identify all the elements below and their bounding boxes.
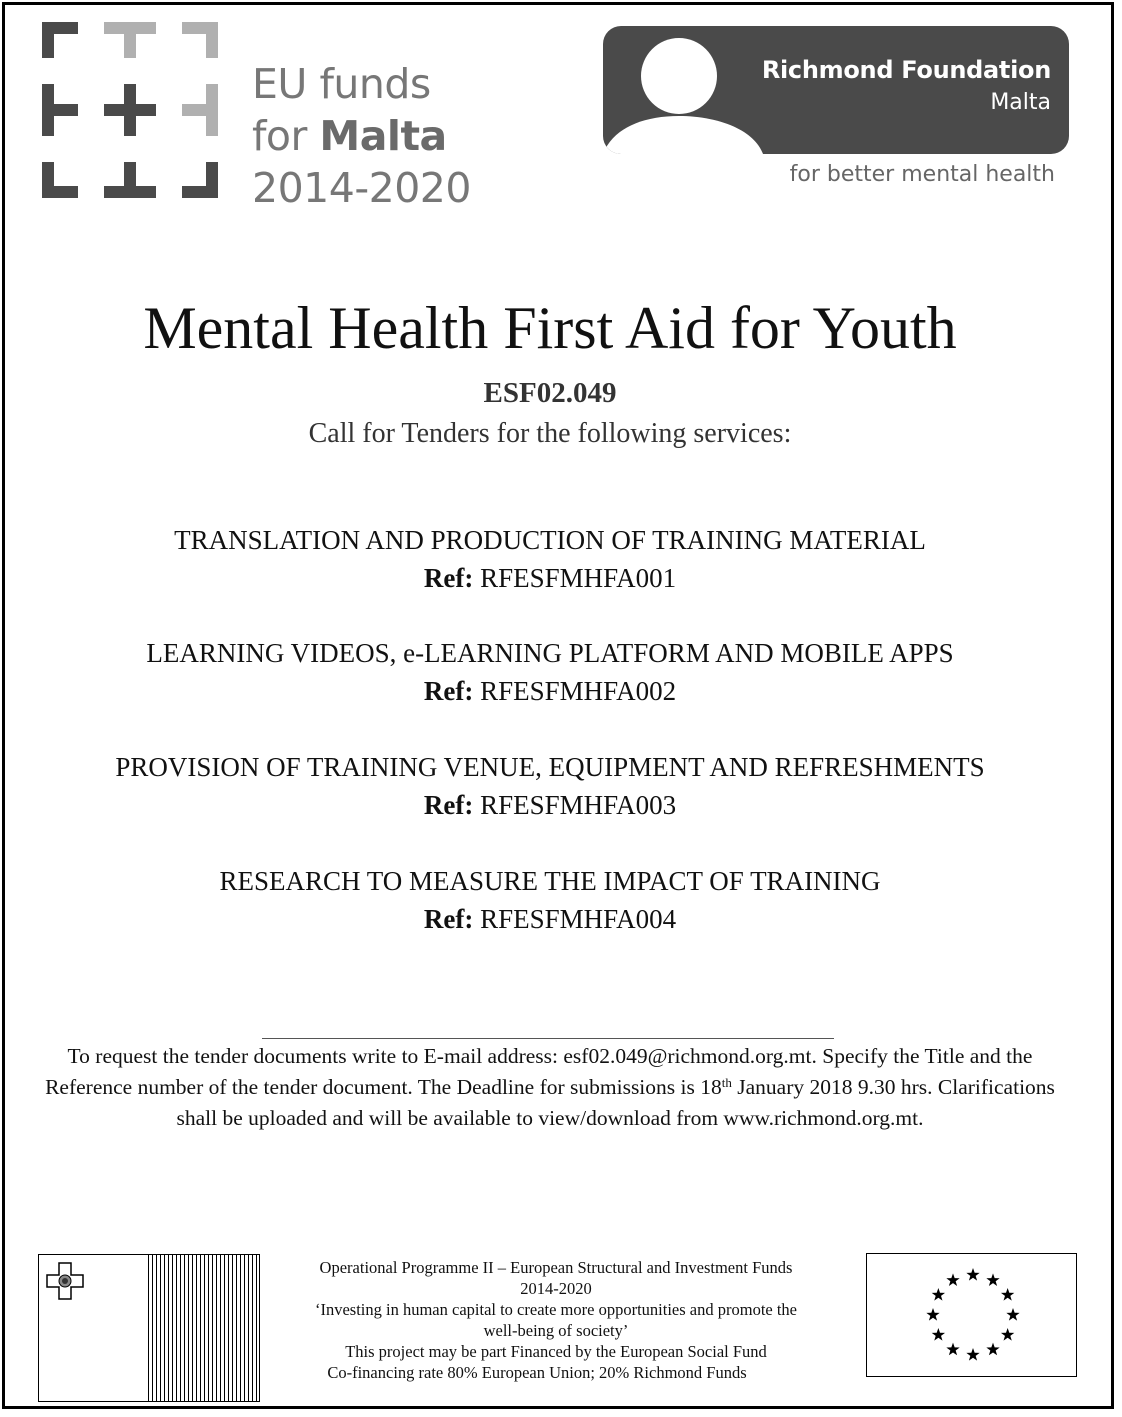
eu-funds-line3: 2014-2020 bbox=[252, 164, 471, 212]
service-ref-code: RFESFMHFA004 bbox=[480, 904, 677, 934]
service-title: PROVISION OF TRAINING VENUE, EQUIPMENT AND REFRESHMENTS bbox=[115, 752, 985, 782]
footer-line: Operational Programme II – European Structural and Investment Funds bbox=[319, 1258, 793, 1277]
footer-line: ‘Investing in human capital to create more opportunities and promote the bbox=[314, 1300, 798, 1319]
service-ref: Ref: RFESFMHFA003 bbox=[423, 790, 677, 820]
service-title: LEARNING VIDEOS, e-LEARNING PLATFORM AND MOBILE APPS bbox=[146, 638, 954, 668]
service-ref: Ref: RFESFMHFA002 bbox=[423, 676, 677, 706]
footer-line: Co-financing rate 80% European Union; 20% Richmond Funds bbox=[327, 1363, 747, 1382]
eu-funds-cross-grid-icon bbox=[42, 22, 222, 202]
person-silhouette-icon bbox=[603, 26, 803, 154]
richmond-name: Richmond Foundation bbox=[761, 56, 1051, 84]
star-icon bbox=[946, 1343, 959, 1356]
eu-funds-line1: EU funds bbox=[252, 60, 431, 108]
richmond-country: Malta bbox=[990, 90, 1051, 115]
eu-funds-malta: Malta bbox=[319, 112, 447, 160]
divider-line bbox=[262, 1038, 834, 1039]
star-icon bbox=[932, 1328, 945, 1341]
service-item bbox=[0, 864, 1100, 936]
richmond-logo-box bbox=[603, 26, 1069, 154]
footer-line: This project may be part Financed by the European Social Fund bbox=[345, 1342, 767, 1361]
star-icon bbox=[1001, 1288, 1014, 1301]
footer-line: well-being of society’ bbox=[483, 1321, 629, 1340]
project-code: ESF02.049 bbox=[483, 377, 617, 409]
service-item bbox=[0, 523, 1100, 595]
service-title: RESEARCH TO MEASURE THE IMPACT OF TRAINING bbox=[219, 866, 881, 896]
service-ref-code: RFESFMHFA001 bbox=[480, 563, 677, 593]
service-ref-code: RFESFMHFA003 bbox=[480, 790, 677, 820]
star-icon bbox=[986, 1273, 999, 1286]
eu-funds-logo bbox=[42, 22, 472, 212]
eu-stars-icon bbox=[867, 1254, 1076, 1376]
footer-line: 2014-2020 bbox=[520, 1279, 592, 1298]
tender-notice: To request the tender documents write to E-mail address: esf02.049@richmond.org.mt. Specify the Title and the Reference number of the tender document. The Deadline for submissions is 18th January 2018 9.30 hrs. Clarifications shall be uploaded and will be available to view/download from www.richmond.org.mt. bbox=[45, 1044, 1055, 1130]
service-ref: Ref: RFESFMHFA001 bbox=[423, 563, 677, 593]
star-icon bbox=[926, 1308, 939, 1321]
service-ref: Ref: RFESFMHFA004 bbox=[423, 904, 677, 934]
star-icon bbox=[932, 1288, 945, 1301]
star-icon bbox=[946, 1273, 959, 1286]
footer-funding-info bbox=[272, 1257, 840, 1383]
eu-flag-icon bbox=[866, 1253, 1077, 1377]
eu-funds-wordmark bbox=[252, 58, 492, 214]
richmond-tagline: for better mental health bbox=[789, 162, 1055, 187]
call-intro: Call for Tenders for the following services: bbox=[308, 418, 792, 449]
star-icon bbox=[986, 1343, 999, 1356]
star-icon bbox=[966, 1268, 979, 1281]
page-title: Mental Health First Aid for Youth bbox=[143, 295, 957, 361]
george-cross-icon bbox=[45, 1261, 85, 1301]
malta-flag-icon bbox=[38, 1254, 260, 1402]
service-title: TRANSLATION AND PRODUCTION OF TRAINING MATERIAL bbox=[174, 525, 926, 555]
star-icon bbox=[1001, 1328, 1014, 1341]
star-icon bbox=[1006, 1308, 1019, 1321]
service-ref-code: RFESFMHFA002 bbox=[480, 676, 677, 706]
eu-funds-line2: for Malta bbox=[252, 112, 447, 160]
service-item bbox=[0, 636, 1100, 708]
star-icon bbox=[966, 1348, 979, 1361]
service-item bbox=[0, 750, 1100, 822]
richmond-foundation-logo bbox=[603, 26, 1071, 192]
